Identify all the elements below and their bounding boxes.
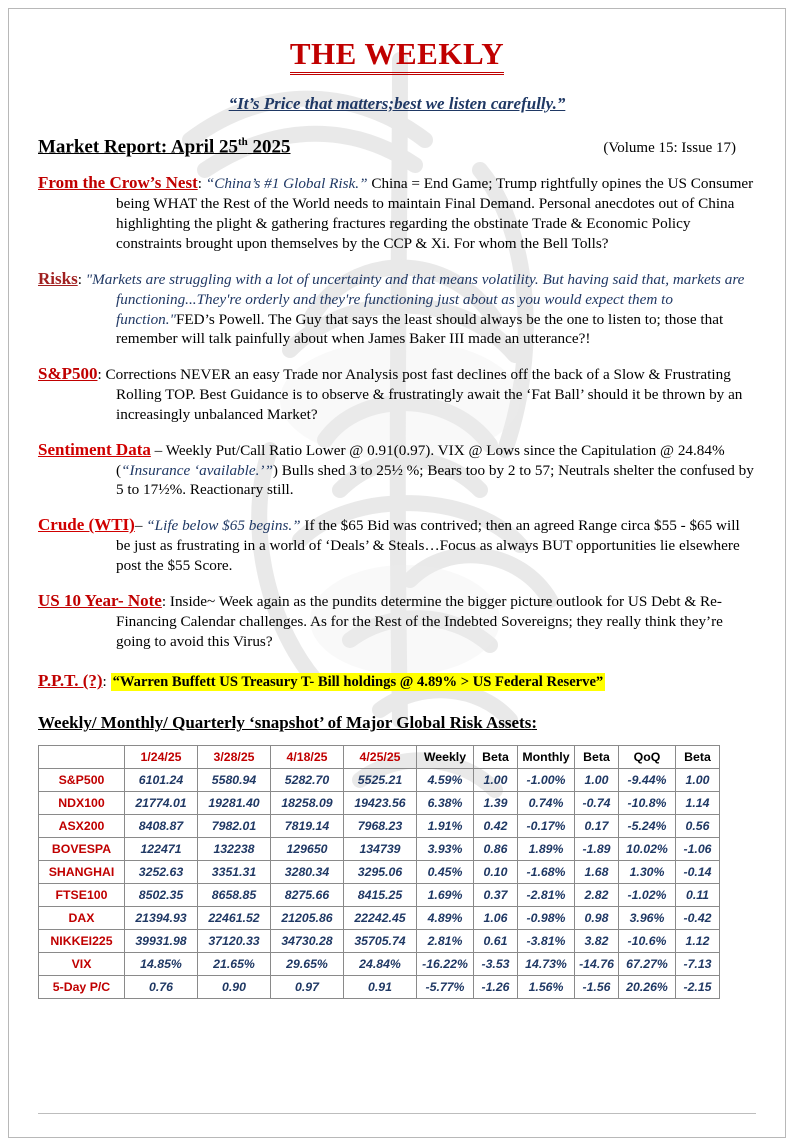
table-cell: 1.56% [518, 976, 575, 999]
table-cell: 0.74% [518, 792, 575, 815]
table-cell: -1.26 [474, 976, 518, 999]
table-cell: 0.91 [344, 976, 417, 999]
table-cell: -10.6% [619, 930, 676, 953]
section-sep: : [197, 175, 206, 193]
table-cell: -1.00% [518, 769, 575, 792]
table-cell: -5.24% [619, 815, 676, 838]
table-cell: -1.68% [518, 861, 575, 884]
table-cell: 5580.94 [198, 769, 271, 792]
table-cell: -2.15 [676, 976, 720, 999]
table-cell: -0.42 [676, 907, 720, 930]
table-row-label: SHANGHAI [39, 861, 125, 884]
table-row-label: ASX200 [39, 815, 125, 838]
table-cell: 2.82 [575, 884, 619, 907]
section-label-crows-nest: From the Crow’s Nest [38, 173, 198, 193]
footer-rule [38, 1113, 756, 1114]
table-row [39, 769, 720, 792]
table-cell: 6101.24 [125, 769, 198, 792]
volume-issue: (Volume 15: Issue 17) [603, 140, 736, 157]
table-row [39, 907, 720, 930]
section-sep: – [134, 517, 147, 535]
table-cell: 0.90 [198, 976, 271, 999]
table-cell: 20.26% [619, 976, 676, 999]
table-cell: 3.93% [417, 838, 474, 861]
global-risk-assets-table [38, 745, 720, 999]
table-cell: 21774.01 [125, 792, 198, 815]
table-cell: -3.53 [474, 953, 518, 976]
table-cell: 1.06 [474, 907, 518, 930]
table-cell: 8275.66 [271, 884, 344, 907]
table-cell: 0.42 [474, 815, 518, 838]
section-text-crows-nest: China = End Game; Trump rightfully opines the US Consumer being WHAT the Rest of the World needs to maintain Final Demand. Personal anecdotes out of China highlighting the plight & gathering fractures regarding the obstinate Trade & Economic Policy constraints brought upon themselves by the CCP & Xi. For whom the Bell Tolls? [116, 175, 754, 252]
section-label-crude-wti: Crude (WTI) [38, 515, 135, 535]
table-row-label: S&P500 [39, 769, 125, 792]
section-crude-wti [38, 514, 756, 576]
report-title-main: Market Report: April 25 [38, 136, 238, 158]
section-label-sentiment-data: Sentiment Data [38, 439, 151, 459]
page-title [38, 136, 291, 158]
table-cell: -5.77% [417, 976, 474, 999]
table-cell: 3280.34 [271, 861, 344, 884]
section-sp500 [38, 363, 756, 425]
table-row-label: BOVESPA [39, 838, 125, 861]
table-body [39, 769, 720, 999]
table-cell: 7968.23 [344, 815, 417, 838]
table-cell: -9.44% [619, 769, 676, 792]
section-label-ppt: P.P.T. (?) [38, 671, 103, 691]
table-col-header: Beta [575, 746, 619, 769]
table-cell: 1.91% [417, 815, 474, 838]
table-cell: 0.37 [474, 884, 518, 907]
section-label-sp500: S&P500 [38, 364, 98, 384]
section-sep: – [150, 441, 166, 459]
table-cell: -0.17% [518, 815, 575, 838]
table-cell: 39931.98 [125, 930, 198, 953]
section-text-risks: FED’s Powell. The Guy that says the least should always be the one to listen to; those that remember will talk painfully about when James Baker III made an utterance?! [116, 310, 724, 348]
table-cell: 35705.74 [344, 930, 417, 953]
section-sep: : [97, 366, 106, 384]
table-cell: -10.8% [619, 792, 676, 815]
table-title [38, 713, 756, 733]
table-cell: 21394.93 [125, 907, 198, 930]
table-row-label: NIKKEI225 [39, 930, 125, 953]
table-cell: 1.89% [518, 838, 575, 861]
section-text-us-10-year-note: Inside~ Week again as the pundits determine the bigger picture outlook for US Debt & Re- Financing Calendar challenges. As for the Rest of the Indebted Sovereigns; they really think they’re going to avoid this Virus? [116, 592, 723, 650]
table-cell: 0.76 [125, 976, 198, 999]
table-row [39, 861, 720, 884]
table-cell: 8415.25 [344, 884, 417, 907]
table-cell: 1.68 [575, 861, 619, 884]
section-sep: : [161, 592, 170, 610]
table-row-label: NDX100 [39, 792, 125, 815]
table-row [39, 953, 720, 976]
table-col-header: Beta [474, 746, 518, 769]
table-cell: -1.06 [676, 838, 720, 861]
table-header-row [39, 746, 720, 769]
section-us-10-year-note [38, 590, 756, 652]
table-row-label: 5-Day P/C [39, 976, 125, 999]
tagline [38, 94, 756, 114]
table-cell: 3.96% [619, 907, 676, 930]
table-col-header: 4/25/25 [344, 746, 417, 769]
table-col-header: Weekly [417, 746, 474, 769]
ppt-highlight-text: “Warren Buffett US Treasury T- Bill holdings @ 4.89% > US Federal Reserve” [112, 674, 604, 691]
table-cell: 8408.87 [125, 815, 198, 838]
table-title-colon: : [531, 713, 537, 733]
table-col-header: Beta [676, 746, 720, 769]
section-pretext-sentiment-data: Weekly Put/Call Ratio Lower @ 0.91(0.97). VIX @ Lows since the Capitulation @ 24.84% ( [116, 441, 725, 479]
table-cell: 0.56 [676, 815, 720, 838]
table-col-header: 1/24/25 [125, 746, 198, 769]
table-cell: -14.76 [575, 953, 619, 976]
table-cell: -0.74 [575, 792, 619, 815]
table-cell: 1.00 [676, 769, 720, 792]
table-cell: 21.65% [198, 953, 271, 976]
table-cell: 21205.86 [271, 907, 344, 930]
table-cell: 4.59% [417, 769, 474, 792]
section-text-sp500: Corrections NEVER an easy Trade nor Analysis post fast declines off the back of a Slow & Frustrating Rolling TOP. Best Guidance is to observe & frustratingly await the ‘Fat Ball’ should it be thrown by an increasingly unbalanced Market? [105, 366, 743, 423]
tagline-text: “It’s Price that matters;best we listen carefully.” [228, 94, 566, 113]
table-cell: 122471 [125, 838, 198, 861]
table-cell: 0.11 [676, 884, 720, 907]
table-cell: 8502.35 [125, 884, 198, 907]
section-label-us-10-year-note: US 10 Year- Note [38, 590, 162, 610]
table-cell: 22242.45 [344, 907, 417, 930]
table-cell: 4.89% [417, 907, 474, 930]
table-cell: 129650 [271, 838, 344, 861]
table-title-text: Weekly/ Monthly/ Quarterly ‘snapshot’ of Major Global Risk Assets [38, 713, 532, 733]
table-cell: 7982.01 [198, 815, 271, 838]
table-cell: 6.38% [417, 792, 474, 815]
table-cell: 3.82 [575, 930, 619, 953]
table-cell: 0.45% [417, 861, 474, 884]
table-row [39, 815, 720, 838]
table-cell: 37120.33 [198, 930, 271, 953]
table-cell: 22461.52 [198, 907, 271, 930]
table-cell: 0.86 [474, 838, 518, 861]
table-cell: 1.39 [474, 792, 518, 815]
table-cell: 5282.70 [271, 769, 344, 792]
section-quote-risks: "Markets are struggling with a lot of uncertainty and that means volatility. But having said that, markets are functioning...They're orderly and they're functioning just about as you would expect them to function." [85, 270, 745, 328]
table-cell: 1.69% [417, 884, 474, 907]
table-cell: 18258.09 [271, 792, 344, 815]
table-cell: -1.56 [575, 976, 619, 999]
section-sep: : [102, 673, 111, 691]
section-sentiment-data [38, 439, 756, 501]
section-quote-sentiment-data: “Insurance ‘available.’” [121, 461, 273, 479]
section-text-sentiment-data: ) Bulls shed 3 to 25½ %; Bears too by 2 to 57; Neutrals shelter the confused by 5 to 17½%. Reactionary still. [116, 461, 754, 499]
table-cell: 1.30% [619, 861, 676, 884]
table-row [39, 930, 720, 953]
table-row-label: DAX [39, 907, 125, 930]
table-cell: -3.81% [518, 930, 575, 953]
table-cell: -1.02% [619, 884, 676, 907]
table-col-header: 3/28/25 [198, 746, 271, 769]
table-cell: 1.00 [575, 769, 619, 792]
section-sep: : [77, 270, 86, 288]
table-cell: 5525.21 [344, 769, 417, 792]
table-cell: 1.12 [676, 930, 720, 953]
table-cell: -7.13 [676, 953, 720, 976]
table-cell: -16.22% [417, 953, 474, 976]
table-cell: -1.89 [575, 838, 619, 861]
table-cell: 132238 [198, 838, 271, 861]
table-cell: 3252.63 [125, 861, 198, 884]
table-cell: 3295.06 [344, 861, 417, 884]
table-col-header: QoQ [619, 746, 676, 769]
table-cell: 10.02% [619, 838, 676, 861]
table-col-header: Monthly [518, 746, 575, 769]
table-cell: 0.97 [271, 976, 344, 999]
table-cell: 19423.56 [344, 792, 417, 815]
table-cell: 0.61 [474, 930, 518, 953]
table-cell: -2.81% [518, 884, 575, 907]
table-cell: 0.10 [474, 861, 518, 884]
table-cell: 0.98 [575, 907, 619, 930]
table-cell: 1.14 [676, 792, 720, 815]
table-cell: 14.73% [518, 953, 575, 976]
table-cell: 14.85% [125, 953, 198, 976]
section-crows-nest [38, 172, 756, 253]
table-cell: 2.81% [417, 930, 474, 953]
section-risks [38, 268, 756, 349]
section-text-crude-wti: If the $65 Bid was contrived; then an agreed Range circa $55 - $65 will be just as frustrating in a world of ‘Deals’ & Steals…Focus as always BUT opportunities lie elsewhere post the $55 Score. [116, 517, 740, 575]
table-cell: -0.98% [518, 907, 575, 930]
table-cell: 1.00 [474, 769, 518, 792]
table-cell: 67.27% [619, 953, 676, 976]
section-quote-crude-wti: “Life below $65 begins.” [146, 517, 301, 535]
table-cell: 19281.40 [198, 792, 271, 815]
table-corner-cell [39, 746, 125, 769]
table-cell: 134739 [344, 838, 417, 861]
report-title-year: 2025 [247, 136, 291, 158]
table-cell: 8658.85 [198, 884, 271, 907]
masthead-title [38, 36, 756, 72]
table-row [39, 976, 720, 999]
table-cell: 3351.31 [198, 861, 271, 884]
report-line [38, 136, 756, 158]
table-row [39, 838, 720, 861]
table-cell: 24.84% [344, 953, 417, 976]
table-cell: 34730.28 [271, 930, 344, 953]
table-row-label: VIX [39, 953, 125, 976]
table-row [39, 792, 720, 815]
table-cell: 0.17 [575, 815, 619, 838]
report-title-sup: th [237, 136, 248, 148]
section-quote-crows-nest: “China’s #1 Global Risk.” [205, 175, 368, 193]
table-row-label: FTSE100 [39, 884, 125, 907]
table-col-header: 4/18/25 [271, 746, 344, 769]
table-cell: 7819.14 [271, 815, 344, 838]
table-cell: 29.65% [271, 953, 344, 976]
section-label-risks: Risks [38, 268, 78, 288]
masthead-title-text: THE WEEKLY [290, 36, 504, 75]
section-ppt [38, 671, 756, 691]
table-row [39, 884, 720, 907]
table-cell: -0.14 [676, 861, 720, 884]
